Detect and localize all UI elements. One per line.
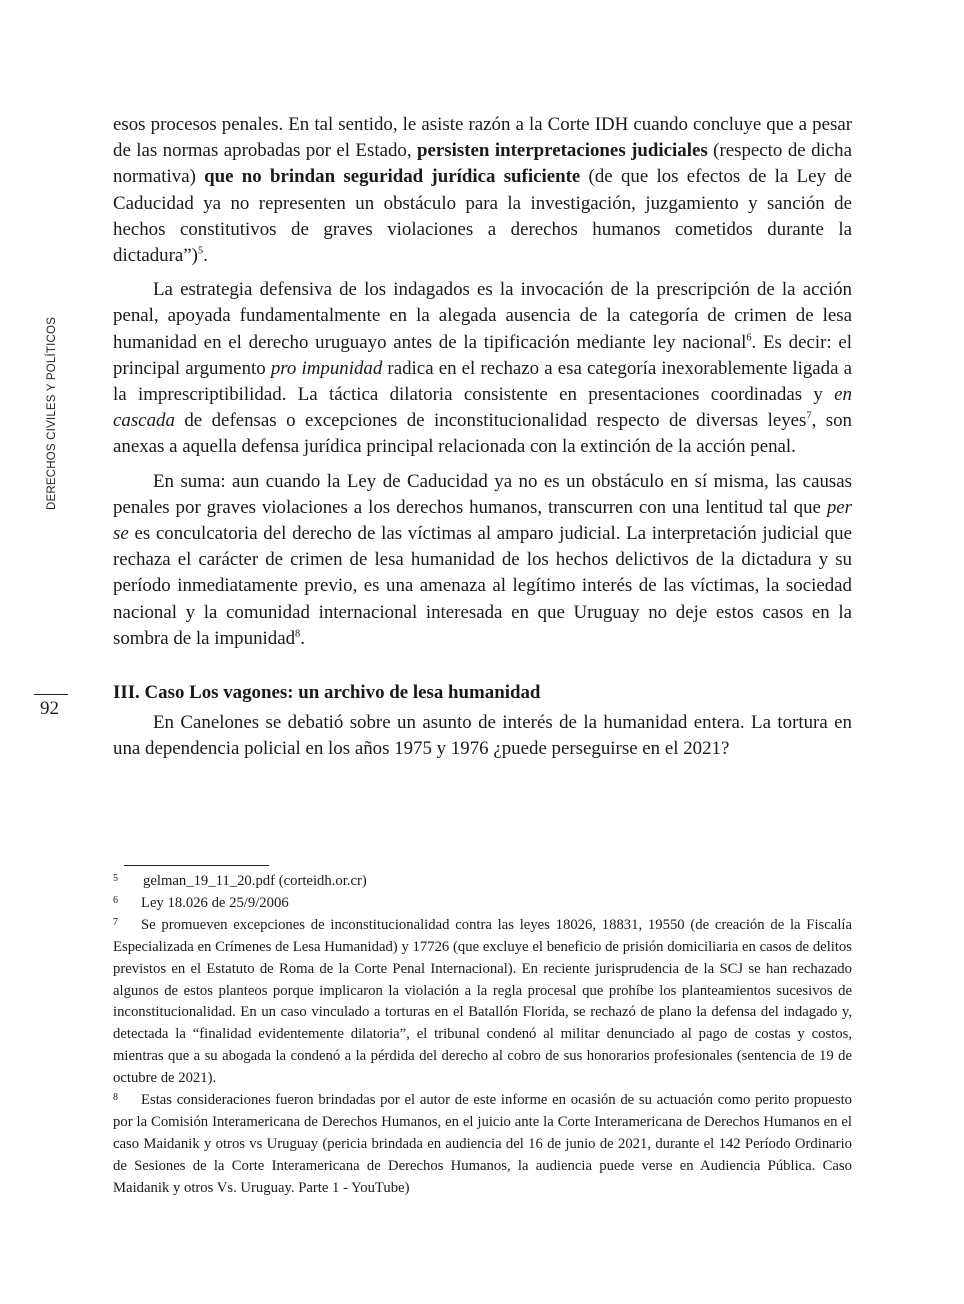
- paragraph-2: [113, 277, 852, 460]
- bold-text: que no brindan seguridad jurídica suficiente: [204, 166, 581, 188]
- footnote-text: Ley 18.026 de 25/9/2006: [141, 894, 289, 911]
- text-run: (respecto de dicha normativa): [113, 140, 852, 188]
- text-run: .: [203, 245, 208, 267]
- section-heading: III. Caso Los vagones: un archivo de lesa humanidad: [113, 682, 541, 704]
- footnote-7: [113, 915, 852, 1090]
- footnote-8: [113, 1090, 852, 1200]
- footnote-ref-8[interactable]: 8: [295, 628, 301, 640]
- text-run: (de que los efectos de la Ley de Caducidad ya no representen un obstáculo para la investigación, juzgamiento y sanción de hechos constitutivos de graves violaciones a derechos humanos cometidos durante la dictadura”): [113, 166, 852, 267]
- footnotes: [113, 871, 852, 1200]
- footnote-6: [113, 893, 852, 915]
- text-run: .: [300, 627, 305, 649]
- footnote-text: Se promueven excepciones de inconstitucionalidad contra las leyes 18026, 18831, 19550 (de creación de la Fiscalía Especializada en Crímenes de Lesa Humanidad) y 17726 (que excluye el beneficio de prisión domiciliaria en casos de delitos previstos en el Estatuto de Roma de la Corte Penal Internacional). En reciente jurisprudencia de la SCJ se han rechazado algunos de estos planteos porque implicaron la violación a la regla procesal que prohíbe los planteamientos sucesivos de inconstitucionalidad. En un caso vinculado a torturas en el Batallón Florida, se rechazó de plano la defensa del indagado y, detectada la “finalidad evidentemente dilatoria”, el tribunal condenó al militar denunciado al pago de costas y costos, mientras que a su abogada la condenó a la pérdida del derecho al cobro de sus honorarios profesionales (sentencia de 19 de octubre de 2021).: [113, 916, 852, 1087]
- footnote-separator: [124, 865, 269, 866]
- footnote-text[interactable]: gelman_19_11_20.pdf (corteidh.or.cr): [143, 873, 367, 889]
- paragraph-3: [113, 469, 852, 652]
- footnote-ref-6[interactable]: 6: [746, 332, 752, 344]
- italic-text: per se: [113, 496, 852, 545]
- footnote-ref-5[interactable]: 5: [197, 245, 204, 257]
- footnote-number: 5: [113, 873, 118, 884]
- footnote-number: 7: [113, 916, 118, 928]
- footnote-ref-7[interactable]: 7: [806, 410, 812, 422]
- text-run: radica en el rechazo a esa categoría inexorablemente ligada a la imprescriptibilidad. La táctica dilatoria consistente en presentaciones coordinadas y: [113, 357, 852, 406]
- text-run: La estrategia defensiva de los indagados es la invocación de la prescripción de la acción penal, apoyada fundamentalmente en la alegada ausencia de la categoría de crimen de lesa humanidad en el derecho uruguayo antes de la tipificación mediante ley nacional: [113, 279, 852, 353]
- paragraph-1: [113, 112, 852, 269]
- footnote-number: 8: [113, 1092, 118, 1104]
- footnote-text: Estas consideraciones fueron brindadas por el autor de este informe en ocasión de su actuación como perito propuesto por la Comisión Interamericana de Derechos Humanos, en el juicio ante la Corte Interamericana de Derechos Humanos en el caso Maidanik y otros vs Uruguay (pericia brindada en audiencia del 16 de junio de 2021, durante el 142 Período Ordinario de Sesiones de la Corte Interamericana de Derechos Humanos, la audiencia puede verse en Audiencia Pública. Caso Maidanik y otros Vs. Uruguay. Parte 1 - YouTube): [113, 1092, 852, 1196]
- italic-text: pro impunidad: [270, 357, 383, 379]
- text-run: , son anexas a aquella defensa jurídica principal relacionada con la extinción de la acción penal.: [113, 410, 852, 458]
- page-number: 92: [40, 698, 59, 719]
- text-run: En suma: aun cuando la Ley de Caducidad ya no es un obstáculo en sí misma, las causas penales por graves violaciones a los derechos humanos, transcurren con una lentitud tal que: [113, 470, 852, 518]
- text-run: es conculcatoria del derecho de las víctimas al amparo judicial. La interpretación judicial que rechaza el carácter de crimen de lesa humanidad de los hechos delictivos de la dictadura y su período inmediatamente previo, es una amenaza al legítimo interés de las víctimas, la sociedad nacional y la comunidad internacional interesada en que Uruguay no deje estos casos en la sombra de la impunidad: [113, 523, 852, 649]
- footnote-5: [113, 871, 852, 893]
- italic-text: en cascada: [113, 384, 852, 432]
- bold-text: persisten interpretaciones judiciales: [417, 140, 708, 162]
- text-run: esos procesos penales. En tal sentido, le asiste razón a la Corte IDH cuando concluye que a pesar de las normas aprobadas por el Estado,: [113, 114, 852, 162]
- page-number-rule: [34, 694, 68, 695]
- paragraph-4: En Canelones se debatió sobre un asunto de interés de la humanidad entera. La tortura en una dependencia policial en los años 1975 y 1976 ¿puede perseguirse en el 2021?: [113, 712, 852, 760]
- body-text: [113, 112, 852, 771]
- running-header-vertical: DERECHOS CIVILES Y POLÍTICOS: [46, 316, 58, 510]
- footnote-number: 6: [113, 894, 118, 906]
- text-run: . Es decir: el principal argumento: [113, 331, 852, 379]
- text-run: de defensas o excepciones de inconstitucionalidad respecto de diversas leyes: [174, 410, 807, 432]
